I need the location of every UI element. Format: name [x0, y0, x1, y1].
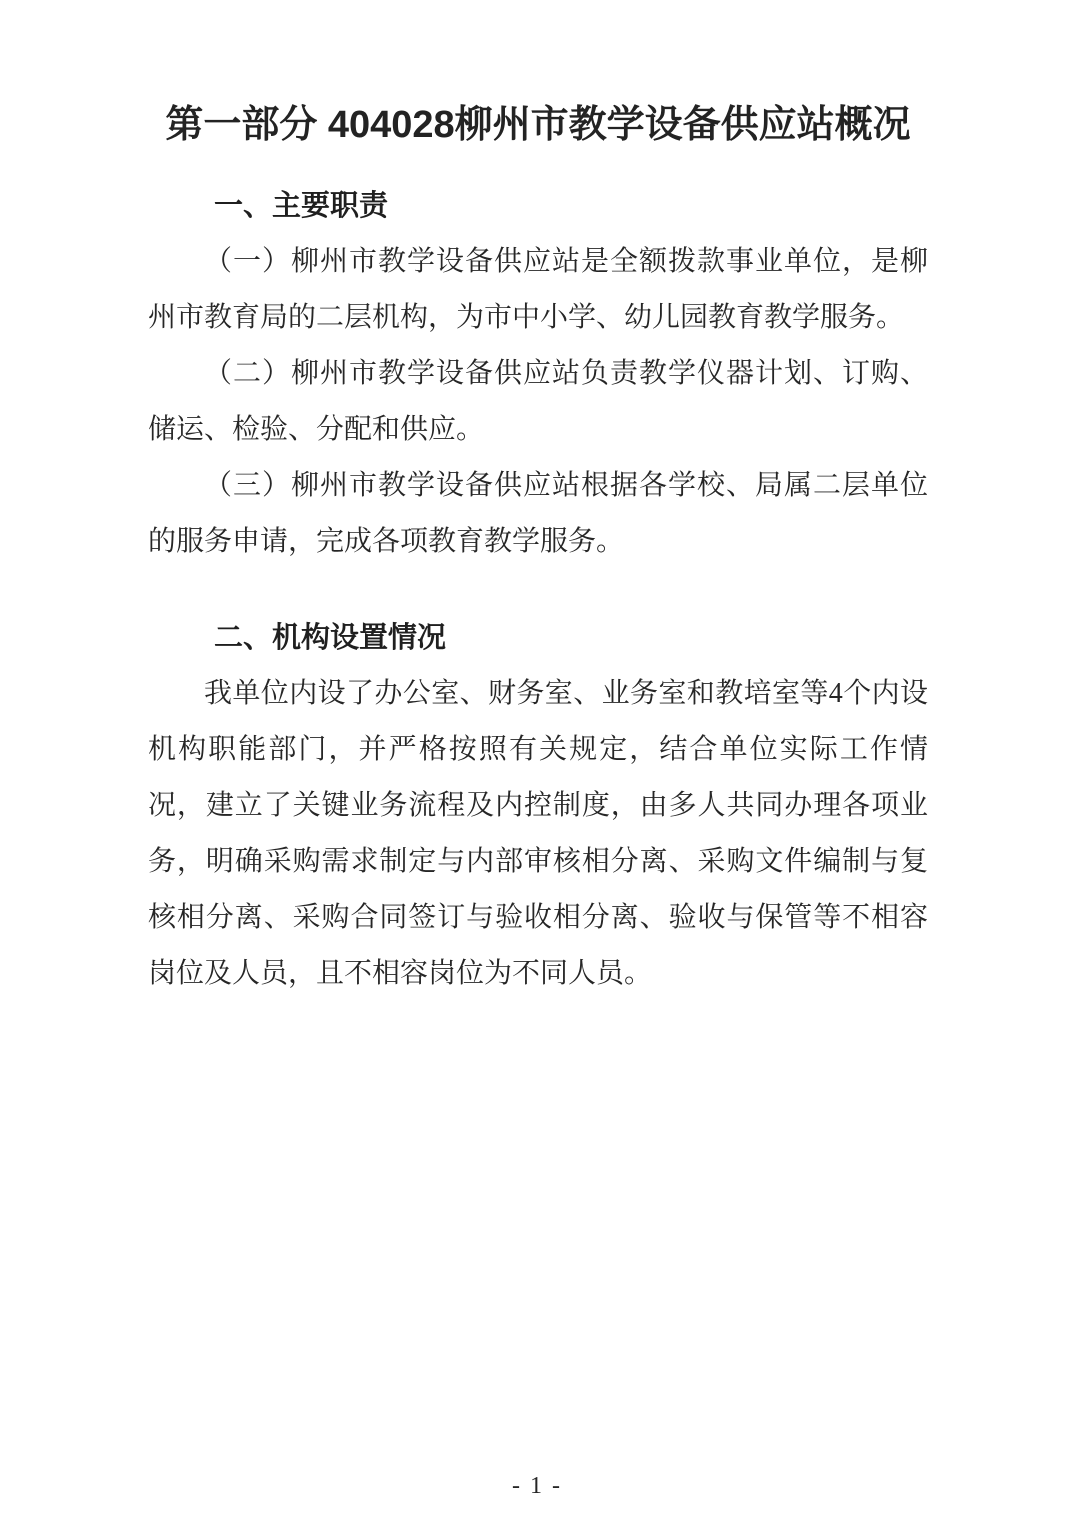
paragraph: （三）柳州市教学设备供应站根据各学校、局属二层单位的服务申请，完成各项教育教学服务。 — [148, 470, 928, 557]
paragraph: （一）柳州市教学设备供应站是全额拨款事业单位，是柳州市教育局的二层机构，为市中小学、幼儿园教育教学服务。 — [148, 246, 928, 333]
paragraph: 我单位内设了办公室、财务室、业务室和教培室等4个内设机构职能部门，并严格按照有关规定，结合单位实际工作情况，建立了关键业务流程及内控制度，由多人共同办理各项业务，明确采购需求制定与内部审核相分离、采购文件编制与复核相分离、采购合同签订与验收相分离、验收与保管等不相容岗位及人员，且不相容岗位为不同人员。 — [148, 678, 928, 989]
section-main-duties — [148, 178, 928, 570]
section-1-heading: 一、主要职责 — [214, 190, 389, 222]
section-2-heading: 二、机构设置情况 — [214, 622, 447, 654]
section-org-structure — [148, 610, 928, 1002]
paragraph: （二）柳州市教学设备供应站负责教学仪器计划、订购、储运、检验、分配和供应。 — [148, 358, 928, 445]
page-number: - 1 - — [512, 1473, 562, 1499]
document-title: 第一部分 404028柳州市教学设备供应站概况 — [165, 104, 911, 146]
